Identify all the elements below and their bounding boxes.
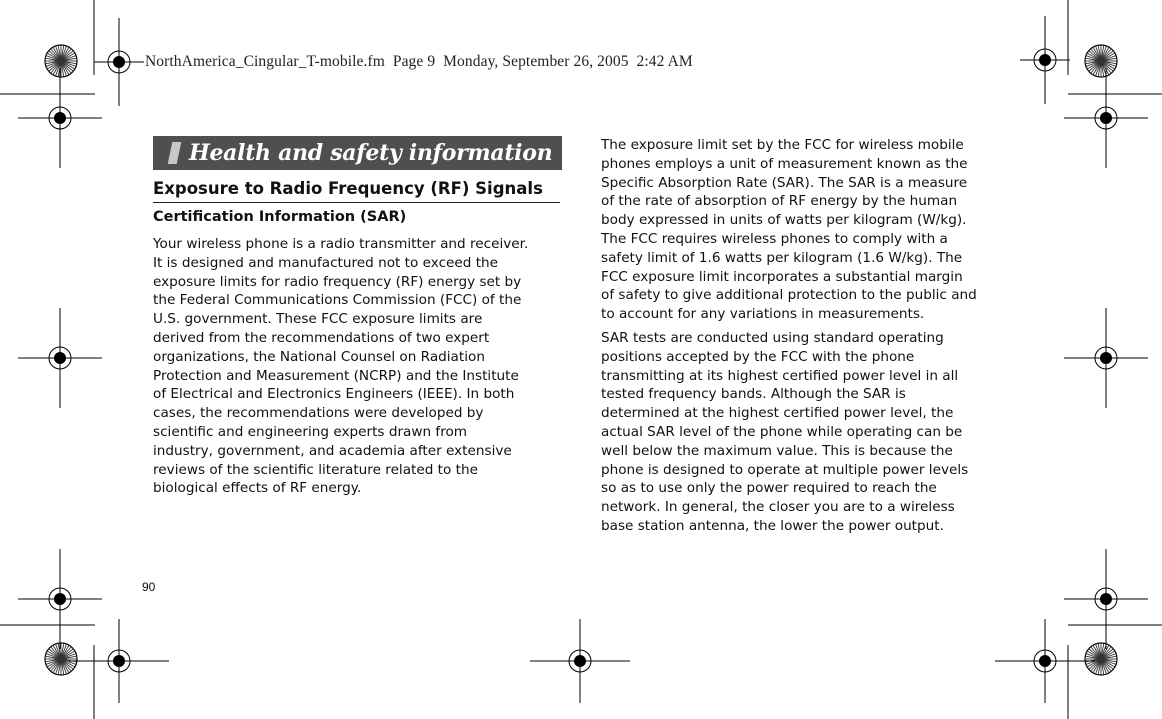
crosshair-fill	[1039, 54, 1051, 60]
print-slug: NorthAmerica_Cingular_T-mobile.fm Page 9 Monday, September 26, 2005 2:42 AM	[145, 53, 693, 70]
crosshair-fill	[54, 118, 66, 124]
heading: Exposure to Radio Frequency (RF) Signals	[153, 179, 560, 203]
crosshair-fill	[1039, 661, 1051, 667]
section-title-bar	[153, 136, 562, 170]
section-title: Health and safety information	[189, 140, 553, 166]
crosshair-fill	[54, 352, 66, 358]
page-number: 90	[142, 580, 156, 594]
subheading: Certification Information (SAR)	[153, 209, 407, 225]
crosshair-fill	[1100, 593, 1112, 599]
crosshair-fill	[113, 56, 125, 62]
crosshair-fill	[574, 655, 586, 661]
crosshair-fill	[1039, 60, 1051, 66]
crosshair-fill	[1100, 358, 1112, 364]
crosshair-fill	[574, 661, 586, 667]
crosshair-fill	[1039, 655, 1051, 661]
right-paragraph-1: The exposure limit set by the FCC for wireless mobile phones employs a unit of measurement known as the Specific Absorption Rate (SAR). The SAR is a measure of the rate of absorption of RF energy by the human body expressed in units of watts per kilogram (W/kg). The FCC requires wireless phones to comply with a safety limit of 1.6 watts per kilogram (1.6 W/kg). The FCC exposure limit incorporates a substantial margin of safety to give additional protection to the public and to account for any variations in measurements.	[601, 137, 977, 323]
crosshair-fill	[113, 661, 125, 667]
crosshair-fill	[1100, 599, 1112, 605]
crosshair-fill	[1100, 118, 1112, 124]
title-accent	[168, 142, 182, 164]
right-paragraph-2: SAR tests are conducted using standard operating positions accepted by the FCC with the phone transmitting at its highest certified power level in all tested frequency bands. Although the SAR is determined at the highest certified power level, the actual SAR level of the phone while operating can be well below the maximum value. This is because the phone is designed to operate at multiple power levels so as to use only the power required to reach the network. In general, the closer you are to a wireless base station antenna, the lower the power output.	[601, 330, 969, 534]
left-paragraph: Your wireless phone is a radio transmitter and receiver. It is designed and manufactured not to exceed the exposure limits for radio frequency (RF) energy set by the Federal Communications Commission (FCC) of the U.S. government. These FCC exposure limits are derived from the recommendations of two expert organizations, the National Counsel on Radiation Protection and Measurement (NCRP) and the Institute of Electrical and Electronics Engineers (IEEE). In both cases, the recommendations were developed by scientific and engineering experts drawn from industry, government, and academia after extensive reviews of the scientific literature related to the biological effects of RF energy.	[153, 236, 529, 497]
crosshair-fill	[54, 599, 66, 605]
crosshair-fill	[1100, 112, 1112, 118]
crosshair-fill	[54, 358, 66, 364]
crosshair-fill	[113, 62, 125, 68]
crosshair-fill	[54, 593, 66, 599]
crosshair-fill	[1100, 352, 1112, 358]
crosshair-fill	[54, 112, 66, 118]
crosshair-fill	[113, 655, 125, 661]
